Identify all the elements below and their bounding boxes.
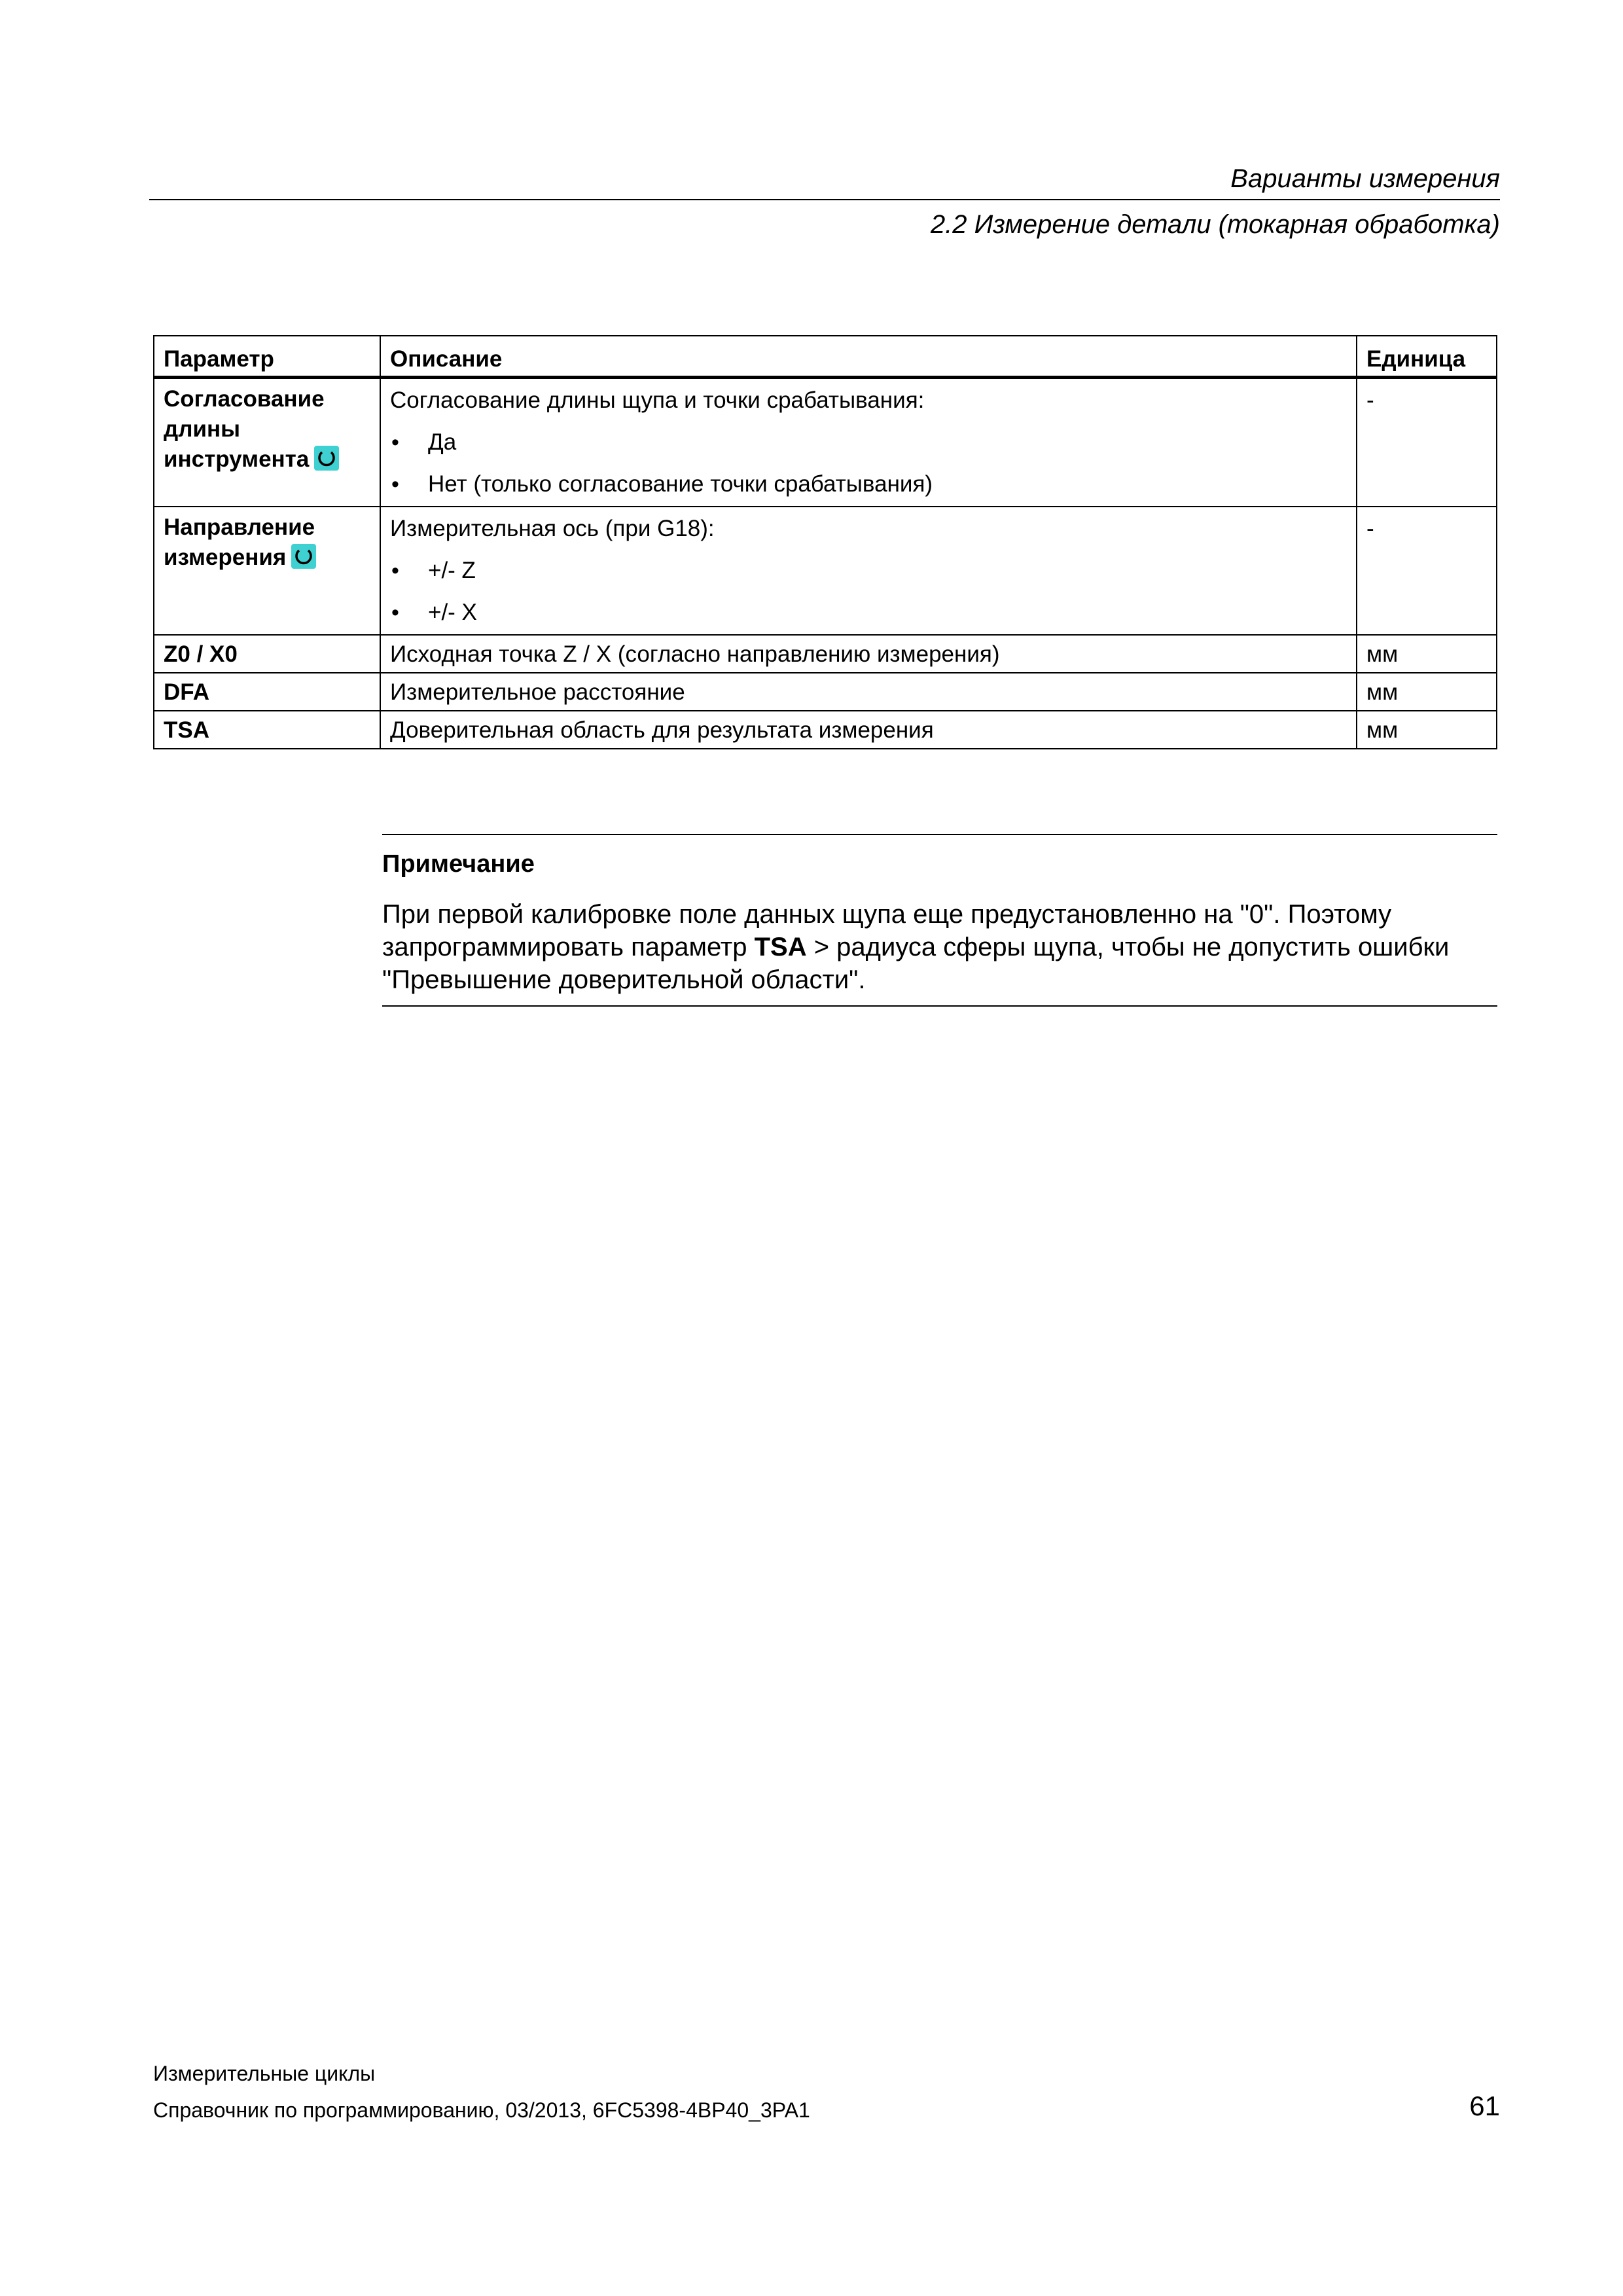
list-item: • Да — [390, 427, 1347, 457]
table-row — [154, 635, 1497, 673]
param-cell: DFA — [154, 673, 380, 711]
footer-publication — [153, 2090, 1501, 2123]
description-cell — [380, 507, 1357, 635]
table-row — [154, 507, 1497, 635]
list-item: • Нет (только согласование точки срабатывания) — [390, 469, 1347, 499]
list-item: • +/- X — [390, 598, 1347, 628]
param-cell — [154, 507, 380, 635]
description-cell — [380, 378, 1357, 507]
options-list — [390, 427, 1347, 499]
footer-book-title: Измерительные циклы — [153, 2062, 376, 2085]
table-header-row — [154, 336, 1497, 378]
unit-cell: мм — [1357, 635, 1497, 673]
table-row — [154, 378, 1497, 507]
column-header-unit: Единица — [1357, 336, 1497, 378]
chapter-title: Варианты измерения — [149, 162, 1500, 200]
note-text — [382, 898, 1497, 996]
description-text: Измерительная ось (при G18): — [390, 516, 715, 541]
note-text-before: При первой калибровке поле данных щупа еще предустановленно на "0". Поэтому запрограммировать параметр — [382, 900, 1392, 961]
param-name-line: Направление — [164, 514, 315, 540]
options-list — [390, 556, 1347, 628]
page-header — [149, 162, 1500, 241]
description-cell: Измерительное расстояние — [380, 673, 1357, 711]
description-cell: Доверительная область для результата измерения — [380, 711, 1357, 749]
table-row — [154, 673, 1497, 711]
param-cell: Z0 / X0 — [154, 635, 380, 673]
unit-cell: - — [1357, 378, 1497, 507]
description-text: Согласование длины щупа и точки срабатывания: — [390, 387, 925, 413]
param-name-line: Согласование — [164, 386, 325, 412]
parameter-table — [153, 335, 1497, 749]
param-name-line: измерения — [164, 545, 287, 570]
param-name-line: инструмента — [164, 446, 310, 472]
note-text-after: > радиуса сферы щупа, чтобы не допустить ошибки "Превышение доверительной области". — [382, 933, 1450, 994]
unit-cell: - — [1357, 507, 1497, 635]
note-title: Примечание — [382, 850, 535, 878]
param-cell — [154, 378, 380, 507]
column-header-description: Описание — [380, 336, 1357, 378]
unit-cell: мм — [1357, 711, 1497, 749]
unit-cell: мм — [1357, 673, 1497, 711]
page-number: 61 — [1469, 2090, 1500, 2121]
list-item: • +/- Z — [390, 556, 1347, 586]
table-row — [154, 711, 1497, 749]
footer-publication-text: Справочник по программированию, 03/2013, 6FC5398-4BP40_3PA1 — [153, 2098, 810, 2122]
param-cell: TSA — [154, 711, 380, 749]
section-title: 2.2 Измерение детали (токарная обработка) — [930, 210, 1500, 239]
note-param-tsa: TSA — [754, 933, 807, 961]
note-box — [382, 834, 1497, 1007]
description-cell: Исходная точка Z / X (согласно направлению измерения) — [380, 635, 1357, 673]
column-header-parameter: Параметр — [154, 336, 380, 378]
toggle-icon — [314, 446, 339, 471]
toggle-icon — [291, 544, 316, 569]
param-name-line: длины — [164, 416, 240, 442]
